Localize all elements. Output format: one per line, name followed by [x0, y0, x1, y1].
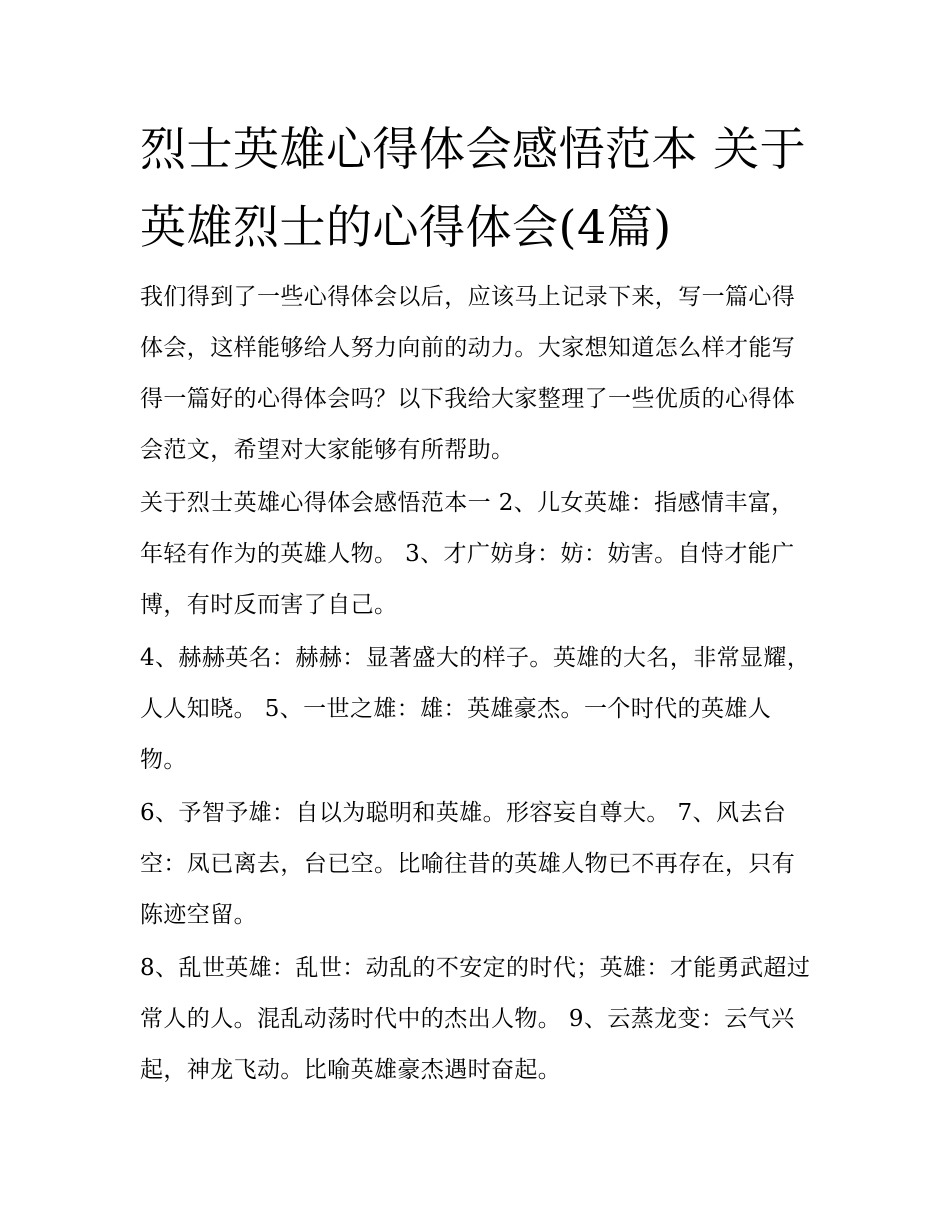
paragraph-intro: 我们得到了一些心得体会以后，应该马上记录下来，写一篇心得体会，这样能够给人努力向前的动力。大家想知道怎么样才能写得一篇好的心得体会吗？以下我给大家整理了一些优质的心得体会范文，希望对大家能够有所帮助。	[140, 284, 796, 463]
document-title: 烈士英雄心得体会感悟范本 关于英雄烈士的心得体会(4篇)	[140, 122, 807, 254]
document-page	[140, 110, 812, 1098]
paragraph-4: 8、乱世英雄：乱世：动乱的不安定的时代；英雄：才能勇武超过常人的人。混乱动荡时代中的杰出人物。 9、云蒸龙变：云气兴起，神龙飞动。比喻英雄豪杰遇时奋起。	[140, 955, 811, 1083]
paragraph-1: 关于烈士英雄心得体会感悟范本一 2、儿女英雄：指感情丰富，年轻有作为的英雄人物。 3、才广妨身：妨：妨害。自恃才能广博，有时反而害了自己。	[140, 490, 795, 618]
paragraph-3: 6、予智予雄：自以为聪明和英雄。形容妄自尊大。 7、风去台空：凤已离去，台已空。比喻往昔的英雄人物已不再存在，只有陈迹空留。	[140, 800, 796, 928]
paragraph-2: 4、赫赫英名：赫赫：显著盛大的样子。英雄的大名，非常显耀，人人知晓。 5、一世之雄：雄：英雄豪杰。一个时代的英雄人物。	[140, 645, 811, 773]
